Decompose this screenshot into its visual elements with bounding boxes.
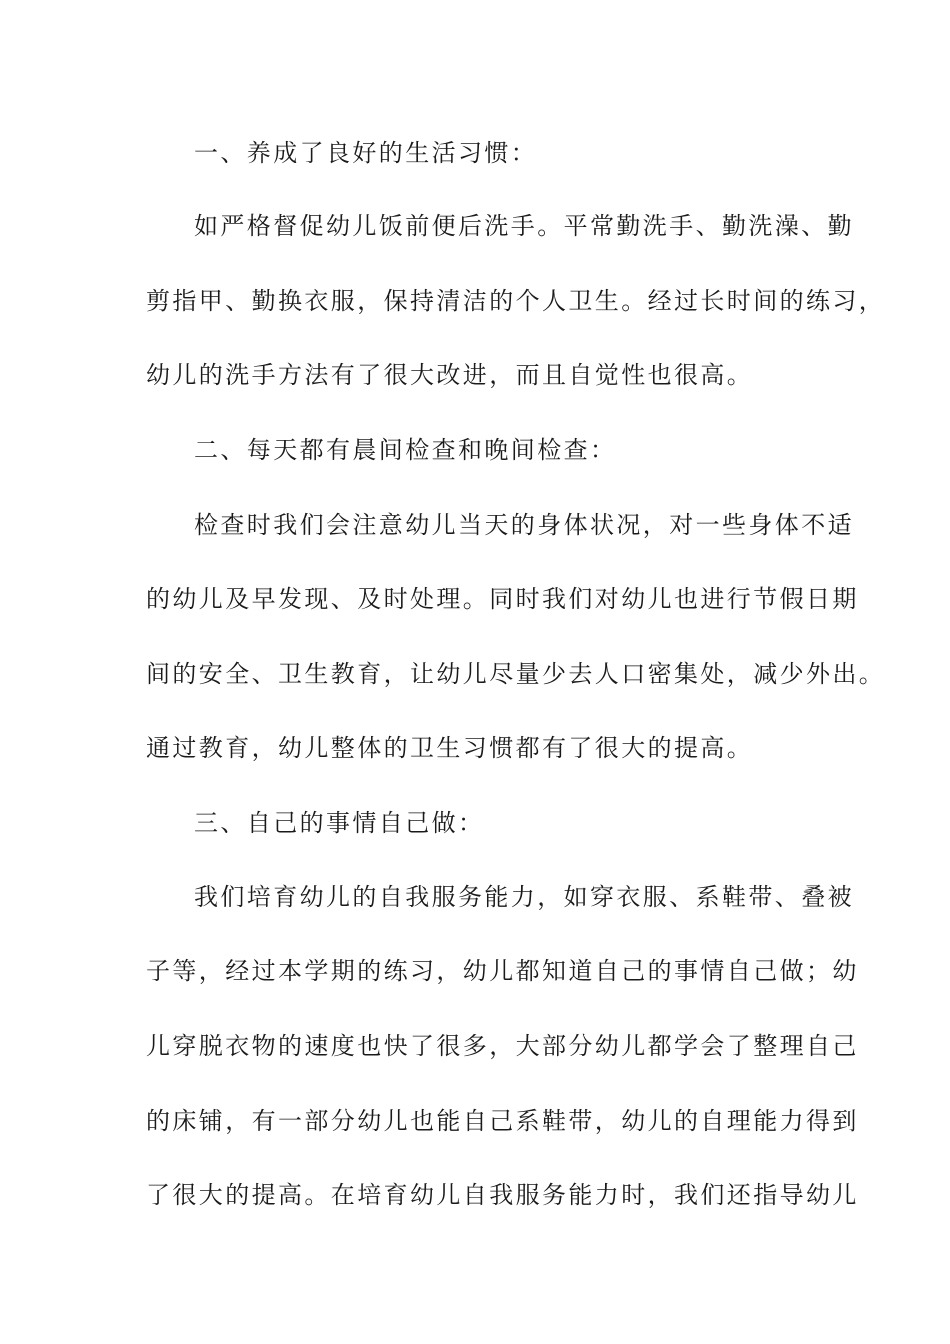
heading-3: 三、自己的事情自己做： [194, 809, 485, 837]
paragraph-2-line-1: 检查时我们会注意幼儿当天的身体状况，对一些身体不适 [194, 511, 854, 539]
paragraph-2-line-2: 的幼儿及早发现、及时处理。同时我们对幼儿也进行节假日期 [146, 585, 859, 613]
paragraph-3-line-5: 了很大的提高。在培育幼儿自我服务能力时，我们还指导幼儿 [146, 1181, 859, 1209]
paragraph-3-line-2: 子等，经过本学期的练习，幼儿都知道自己的事情自己做；幼 [146, 957, 859, 985]
paragraph-1-line-2: 剪指甲、勤换衣服，保持清洁的个人卫生。经过长时间的练习， [146, 287, 886, 315]
heading-2: 二、每天都有晨间检查和晚间检查： [194, 436, 617, 464]
paragraph-3-line-4: 的床铺，有一部分幼儿也能自己系鞋带，幼儿的自理能力得到 [146, 1107, 859, 1135]
paragraph-1-line-1: 如严格督促幼儿饭前便后洗手。平常勤洗手、勤洗澡、勤 [194, 212, 854, 240]
paragraph-3-line-3: 儿穿脱衣物的速度也快了很多，大部分幼儿都学会了整理自己 [146, 1032, 859, 1060]
paragraph-2-line-4: 通过教育，幼儿整体的卫生习惯都有了很大的提高。 [146, 734, 754, 762]
paragraph-3-line-1: 我们培育幼儿的自我服务能力，如穿衣服、系鞋带、叠被 [194, 883, 854, 911]
paragraph-2-line-3: 间的安全、卫生教育，让幼儿尽量少去人口密集处，减少外出。 [146, 660, 886, 688]
paragraph-1-line-3: 幼儿的洗手方法有了很大改进，而且自觉性也很高。 [146, 361, 754, 389]
heading-1: 一、养成了良好的生活习惯： [194, 139, 538, 167]
